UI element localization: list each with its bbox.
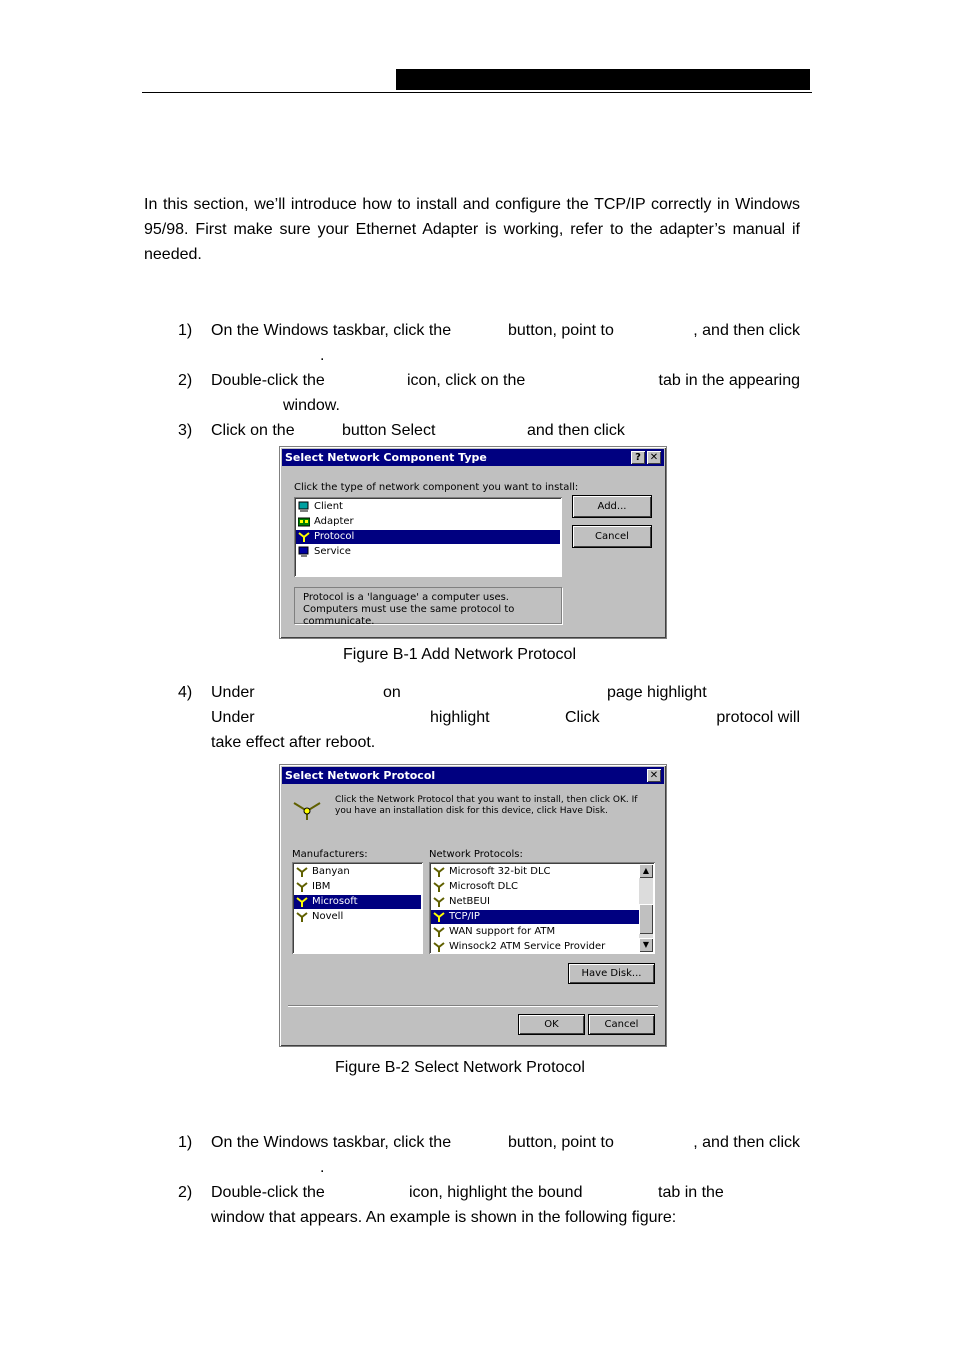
step-text: , and then click: [693, 1134, 800, 1151]
step-text: protocol will: [716, 709, 800, 726]
protocol-icon: [433, 926, 445, 938]
figure-caption: Figure B-2 Select Network Protocol: [335, 1059, 585, 1076]
list-item[interactable]: Novell: [294, 910, 421, 924]
step-text: button Select: [342, 422, 436, 439]
add-button[interactable]: Add...: [573, 496, 651, 517]
protocol-icon: [296, 866, 308, 878]
separator: [288, 1005, 658, 1006]
step-number: 3): [178, 422, 193, 439]
description-box: Protocol is a 'language' a computer uses. Computers must use the same protocol to communicate.: [294, 587, 562, 624]
step-text: page highlight: [607, 684, 707, 701]
step-text: On the Windows taskbar, click the: [211, 1134, 452, 1151]
step-text: , and then click: [693, 322, 800, 339]
header-rule: [142, 92, 812, 93]
cancel-button[interactable]: Cancel: [589, 1015, 654, 1034]
step-text: button, point to: [508, 322, 614, 339]
select-network-component-dialog: [279, 446, 667, 639]
protocol-icon: [296, 881, 308, 893]
intro-paragraph: In this section, we’ll introduce how to install and configure the TCP/IP correctly in Windows 95/98. First make sure your Ethernet Adapter is working, refer to the adapter’s manual if needed.: [144, 196, 800, 263]
step-text: on: [383, 684, 401, 701]
step-text: On the Windows taskbar, click the: [211, 322, 452, 339]
protocol-icon: [433, 896, 445, 908]
step-text: Under: [211, 684, 255, 701]
client-icon: [298, 501, 310, 513]
scroll-thumb[interactable]: [639, 904, 653, 934]
step-number: 4): [178, 684, 193, 701]
protocol-icon: [433, 941, 445, 953]
close-icon: ✕: [649, 452, 659, 463]
step-text: Click on the: [211, 422, 295, 439]
dialog-title: Select Network Protocol: [285, 769, 436, 782]
step-number: 1): [178, 322, 193, 339]
protocol-large-icon: [292, 799, 322, 824]
step-text: Double-click the: [211, 372, 325, 389]
scroll-down-icon[interactable]: ▼: [639, 938, 653, 952]
list-item[interactable]: IBM: [294, 880, 421, 894]
service-icon: [298, 546, 310, 558]
step-text: .: [320, 347, 325, 364]
protocol-icon: [296, 911, 308, 923]
component-list[interactable]: [294, 497, 562, 577]
cancel-button[interactable]: Cancel: [573, 526, 651, 547]
help-button[interactable]: ?: [631, 451, 645, 464]
list-item[interactable]: TCP/IP: [431, 910, 639, 924]
step-number: 2): [178, 372, 193, 389]
list-item[interactable]: Protocol: [296, 530, 560, 544]
step-text: tab in the: [658, 1184, 724, 1201]
ok-button[interactable]: OK: [519, 1015, 584, 1034]
figure-caption: Figure B-1 Add Network Protocol: [343, 646, 576, 663]
protocol-icon: [298, 531, 310, 543]
manufacturers-label: Manufacturers:: [292, 849, 368, 860]
step-text: Under: [211, 709, 255, 726]
protocol-icon: [433, 911, 445, 923]
step-text: take effect after reboot.: [211, 734, 376, 751]
list-item[interactable]: WAN support for ATM: [431, 925, 639, 939]
step-text: icon, highlight the bound: [409, 1184, 583, 1201]
manufacturers-list[interactable]: [292, 862, 423, 954]
close-button[interactable]: [647, 769, 661, 782]
component-prompt: Click the type of network component you want to install:: [294, 482, 579, 493]
dialog-title: Select Network Component Type: [285, 451, 487, 464]
list-item[interactable]: Microsoft 32-bit DLC: [431, 865, 639, 879]
step-text: tab in the appearing: [658, 372, 800, 389]
close-icon: ✕: [649, 770, 659, 781]
list-item[interactable]: Adapter: [296, 515, 560, 529]
list-item[interactable]: Microsoft: [294, 895, 421, 909]
step-number: 2): [178, 1184, 193, 1201]
list-item[interactable]: Banyan: [294, 865, 421, 879]
step-text: Double-click the: [211, 1184, 325, 1201]
step-text: button, point to: [508, 1134, 614, 1151]
instructions-text: Click the Network Protocol that you want to install, then click OK. If you have an installation disk for this device, click Have Disk.: [335, 795, 638, 816]
protocols-label: Network Protocols:: [429, 849, 523, 860]
list-item[interactable]: Microsoft DLC: [431, 880, 639, 894]
list-item[interactable]: Service: [296, 545, 560, 559]
step-text: window.: [283, 397, 340, 414]
protocol-icon: [433, 881, 445, 893]
scroll-up-icon[interactable]: ▲: [639, 864, 653, 878]
list-item[interactable]: NetBEUI: [431, 895, 639, 909]
protocols-scrollbar[interactable]: [639, 864, 653, 952]
step-text: .: [320, 1159, 325, 1176]
list-item[interactable]: Winsock2 ATM Service Provider: [431, 940, 639, 954]
dialog-titlebar: [282, 449, 664, 466]
dialog-titlebar: [282, 767, 664, 784]
protocols-list[interactable]: [429, 862, 655, 954]
step-text: highlight: [430, 709, 490, 726]
step-text: icon, click on the: [407, 372, 526, 389]
protocol-icon: [433, 866, 445, 878]
header-bar: [396, 69, 810, 90]
protocol-icon: [296, 896, 308, 908]
have-disk-button[interactable]: Have Disk...: [569, 964, 654, 983]
step-text: window that appears. An example is shown in the following figure:: [211, 1209, 677, 1226]
close-button[interactable]: [647, 451, 661, 464]
list-item[interactable]: Client: [296, 500, 560, 514]
select-network-protocol-dialog: [279, 764, 667, 1047]
adapter-icon: [298, 516, 310, 528]
step-text: Click: [565, 709, 600, 726]
step-text: and then click: [527, 422, 625, 439]
step-number: 1): [178, 1134, 193, 1151]
